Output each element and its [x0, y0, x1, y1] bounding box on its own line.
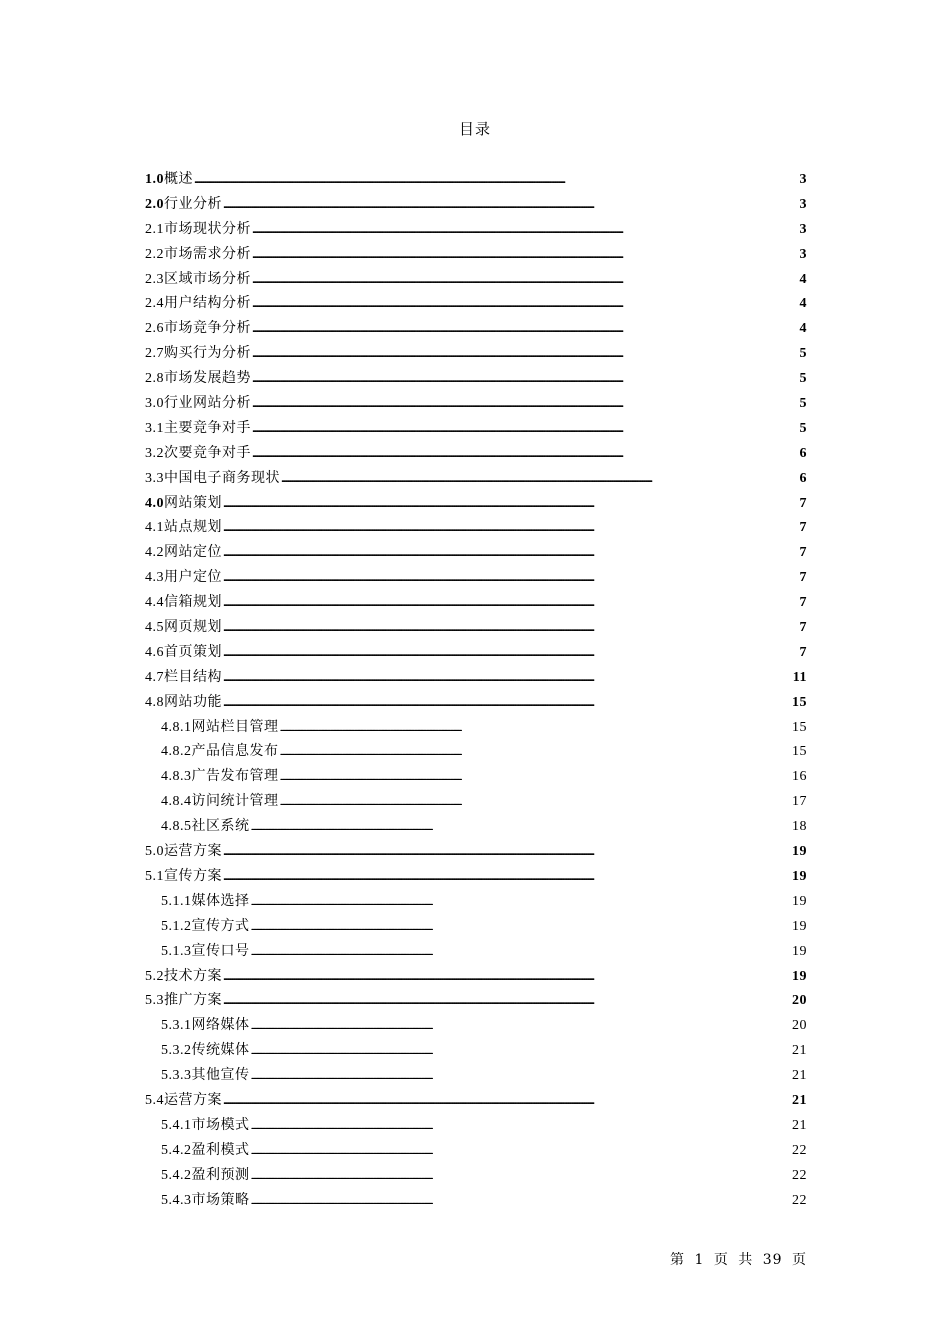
- toc-entry-page-number: 16: [792, 769, 807, 785]
- toc-dot-leader: [251, 891, 792, 916]
- toc-entry-page-number: 7: [799, 644, 807, 660]
- toc-entry[interactable]: [145, 1188, 807, 1213]
- toc-entry-label: 技术方案: [164, 967, 222, 984]
- toc-entry[interactable]: [145, 839, 807, 864]
- toc-dot-leader: [280, 791, 792, 816]
- toc-entry-page-number: 19: [792, 868, 807, 884]
- toc-entry-number: 2.1: [145, 221, 164, 237]
- toc-dot-leader: [251, 916, 792, 941]
- toc-entry-label: 网站定位: [164, 544, 222, 561]
- toc-entry[interactable]: [145, 665, 807, 690]
- toc-dot-leader: [223, 841, 791, 866]
- toc-entry[interactable]: [145, 291, 807, 316]
- toc-entry[interactable]: [145, 690, 807, 715]
- toc-entry[interactable]: [145, 217, 807, 242]
- toc-entry-page-number: 19: [792, 893, 807, 909]
- toc-entry[interactable]: [145, 391, 807, 416]
- toc-entry[interactable]: [145, 565, 807, 590]
- toc-entry-page-number: 5: [799, 420, 807, 436]
- toc-entry[interactable]: [145, 441, 807, 466]
- toc-entry-label: 市场竞争分析: [164, 320, 251, 337]
- toc-entry[interactable]: [145, 267, 807, 292]
- toc-entry-label: 信箱规划: [164, 594, 222, 611]
- toc-entry-number: 5.4.2: [161, 1167, 192, 1183]
- toc-entry-label: 概述: [164, 171, 193, 187]
- toc-dot-leader: [251, 1065, 792, 1090]
- toc-entry-page-number: 22: [792, 1192, 807, 1208]
- toc-entry-page-number: 3: [799, 172, 807, 187]
- toc-entry-label: 用户定位: [164, 569, 222, 586]
- toc-entry-label: 推广方案: [164, 992, 222, 1009]
- toc-entry[interactable]: [145, 1038, 807, 1063]
- toc-entry-page-number: 5: [799, 346, 807, 362]
- toc-entry-label: 市场现状分析: [164, 220, 251, 237]
- toc-entry[interactable]: [145, 789, 807, 814]
- toc-dot-leader: [223, 667, 792, 692]
- toc-entry[interactable]: [145, 640, 807, 665]
- toc-entry-label: 网站功能: [164, 693, 222, 710]
- toc-dot-leader: [223, 592, 796, 617]
- toc-title: 目录: [458, 120, 491, 138]
- toc-entry-page-number: 11: [792, 669, 807, 685]
- toc-entry-page-number: 5: [799, 371, 807, 387]
- toc-entry-label: 市场策略: [191, 1191, 250, 1208]
- toc-entry-page-number: 15: [792, 744, 807, 760]
- toc-entry-number: 4.8.1: [161, 719, 192, 735]
- toc-entry-number: 4.6: [145, 644, 164, 660]
- toc-entry[interactable]: [145, 1088, 807, 1113]
- toc-entry-page-number: 6: [799, 445, 807, 461]
- toc-entry-label: 传统媒体: [191, 1042, 250, 1059]
- toc-dot-leader: [223, 1090, 791, 1115]
- toc-entry-page-number: 18: [792, 819, 807, 835]
- toc-entry-page-number: 3: [799, 196, 807, 212]
- toc-dot-leader: [252, 293, 796, 318]
- toc-entry-number: 5.1.3: [161, 943, 192, 959]
- toc-entry-label: 首页策划: [164, 643, 222, 660]
- toc-entry-page-number: 22: [792, 1167, 807, 1183]
- toc-entry-number: 2.0: [145, 196, 164, 212]
- toc-entry-label: 网站策划: [164, 494, 222, 511]
- toc-entry-label: 栏目结构: [164, 668, 222, 685]
- toc-entry-number: 4.8: [145, 694, 164, 710]
- toc-entry[interactable]: [145, 814, 807, 839]
- toc-dot-leader: [223, 966, 791, 991]
- toc-dot-leader: [251, 1015, 792, 1040]
- toc-entry-page-number: 7: [799, 520, 807, 536]
- toc-entry[interactable]: [145, 715, 807, 740]
- toc-entry-label: 访问统计管理: [191, 793, 279, 810]
- toc-entry-number: 5.3.1: [161, 1018, 192, 1034]
- toc-entry-label: 产品信息发布: [191, 743, 279, 760]
- toc-entry[interactable]: [145, 615, 807, 640]
- toc-dot-leader: [251, 941, 792, 966]
- toc-entry-page-number: 6: [799, 470, 807, 486]
- toc-entry-page-number: 17: [792, 794, 807, 810]
- toc-entry-number: 5.2: [145, 968, 164, 984]
- toc-dot-leader: [223, 617, 796, 642]
- toc-entry-page-number: 3: [799, 246, 807, 262]
- toc-entry[interactable]: [145, 1013, 807, 1038]
- toc-entry-page-number: 4: [799, 321, 807, 337]
- toc-entry-number: 2.6: [145, 321, 164, 337]
- toc-entry-label: 中国电子商务现状: [164, 469, 280, 486]
- toc-entry-label: 市场需求分析: [164, 245, 251, 262]
- toc-entry[interactable]: [145, 1138, 807, 1163]
- toc-entry[interactable]: [145, 366, 807, 391]
- toc-entry-page-number: 15: [792, 719, 807, 735]
- toc-entry-page-number: 19: [792, 968, 807, 984]
- toc-entry-number: 2.8: [145, 371, 164, 387]
- toc-entry-label: 宣传方式: [191, 917, 250, 934]
- toc-entry-label: 其他宣传: [191, 1067, 250, 1084]
- toc-dot-leader: [223, 517, 796, 542]
- toc-entry[interactable]: [145, 167, 807, 192]
- toc-dot-leader: [252, 393, 796, 418]
- toc-dot-leader: [252, 368, 796, 393]
- toc-dot-leader: [223, 567, 796, 592]
- toc-entry[interactable]: [145, 764, 807, 789]
- toc-entry-page-number: 19: [792, 943, 807, 959]
- toc-entry-number: 4.3: [145, 570, 164, 586]
- toc-dot-leader: [251, 1190, 792, 1215]
- page-footer: 第 1 页 共 39 页: [670, 1252, 807, 1268]
- toc-entry-label: 运营方案: [164, 1091, 222, 1108]
- toc-entry-number: 2.2: [145, 246, 164, 262]
- toc-entry-number: 5.4.1: [161, 1117, 192, 1133]
- toc-dot-leader: [223, 866, 791, 891]
- toc-entry[interactable]: [145, 889, 807, 914]
- toc-entry[interactable]: [145, 964, 807, 989]
- toc-entry[interactable]: [145, 515, 807, 540]
- toc-entry-label: 用户结构分析: [164, 295, 251, 312]
- toc-dot-leader: [223, 990, 791, 1015]
- toc-entry-page-number: 7: [799, 570, 807, 586]
- toc-entry-page-number: 4: [799, 296, 807, 312]
- toc-entry-number: 4.8.4: [161, 794, 192, 810]
- toc-dot-leader: [223, 642, 796, 667]
- toc-dot-leader: [251, 1140, 792, 1165]
- toc-entry-label: 购买行为分析: [164, 345, 251, 362]
- toc-entry[interactable]: [145, 491, 807, 516]
- toc-dot-leader: [252, 318, 796, 343]
- toc-entry-label: 站点规划: [164, 519, 222, 536]
- toc-entry[interactable]: [145, 540, 807, 565]
- toc-dot-leader: [252, 343, 796, 368]
- toc-entry-number: 2.4: [145, 296, 164, 312]
- toc-entry-label: 网页规划: [164, 619, 222, 636]
- toc-entry-label: 广告发布管理: [191, 768, 279, 785]
- toc-entry-page-number: 4: [799, 271, 807, 287]
- toc-entry-page-number: 7: [799, 595, 807, 611]
- toc-entry-label: 区域市场分析: [164, 270, 251, 287]
- toc-entry-page-number: 7: [799, 495, 807, 511]
- toc-entry-number: 5.1.2: [161, 918, 192, 934]
- toc-entry-number: 5.1: [145, 868, 164, 884]
- toc-entry-number: 1.0: [145, 172, 164, 187]
- toc-dot-leader: [252, 418, 796, 443]
- toc-entry-label: 网络媒体: [191, 1017, 250, 1034]
- toc-dot-leader: [281, 468, 796, 493]
- toc-entry-number: 3.1: [145, 420, 164, 436]
- toc-dot-leader: [194, 169, 796, 194]
- toc-entry-number: 4.8.2: [161, 744, 192, 760]
- toc-entry-page-number: 21: [792, 1117, 807, 1133]
- toc-entry-number: 4.1: [145, 520, 164, 536]
- toc-entry[interactable]: [145, 939, 807, 964]
- toc-dot-leader: [223, 194, 796, 219]
- toc-entry[interactable]: [145, 416, 807, 441]
- toc-entry-page-number: 21: [792, 1043, 807, 1059]
- toc-entry[interactable]: [145, 864, 807, 889]
- toc-entry-number: 5.4.2: [161, 1142, 192, 1158]
- toc-entry-number: 5.3: [145, 993, 164, 1009]
- toc-entry[interactable]: [145, 341, 807, 366]
- toc-entry-number: 5.1.1: [161, 893, 192, 909]
- toc-entry-label: 社区系统: [191, 818, 250, 835]
- toc-dot-leader: [251, 1165, 792, 1190]
- toc-entry[interactable]: [145, 590, 807, 615]
- toc-entry-number: 4.7: [145, 669, 164, 685]
- toc-entry-label: 主要竞争对手: [164, 419, 251, 436]
- toc-entry-number: 4.0: [145, 495, 164, 511]
- toc-entry[interactable]: [145, 242, 807, 267]
- toc-entry-number: 3.0: [145, 396, 164, 412]
- toc-entry-number: 5.4.3: [161, 1192, 192, 1208]
- toc-entry-page-number: 7: [799, 545, 807, 561]
- toc-dot-leader: [280, 717, 792, 742]
- toc-dot-leader: [252, 269, 796, 294]
- toc-entry-number: 5.4: [145, 1092, 164, 1108]
- toc-entry-number: 2.3: [145, 271, 164, 287]
- toc-entry-label: 宣传方案: [164, 867, 222, 884]
- toc-entry[interactable]: [145, 1063, 807, 1088]
- toc-entry-page-number: 7: [799, 620, 807, 636]
- toc-entry-page-number: 19: [792, 918, 807, 934]
- toc-dot-leader: [251, 1115, 792, 1140]
- toc-entry-page-number: 21: [792, 1068, 807, 1084]
- toc-entry[interactable]: [145, 988, 807, 1013]
- toc-entry[interactable]: [145, 466, 807, 491]
- toc-entry-number: 3.2: [145, 445, 164, 461]
- toc-entry-number: 2.7: [145, 346, 164, 362]
- toc-entry-label: 市场模式: [191, 1116, 250, 1133]
- toc-entry-number: 4.2: [145, 545, 164, 561]
- toc-dot-leader: [280, 741, 792, 766]
- toc-entry-label: 运营方案: [164, 843, 222, 860]
- toc-entry-number: 4.4: [145, 595, 164, 611]
- toc-entry-page-number: 3: [799, 221, 807, 237]
- toc-entry[interactable]: [145, 1113, 807, 1138]
- toc-entry-label: 市场发展趋势: [164, 370, 251, 387]
- toc-entry[interactable]: [145, 1163, 807, 1188]
- toc-entry-page-number: 22: [792, 1142, 807, 1158]
- toc-entry-number: 5.3.3: [161, 1068, 192, 1084]
- toc-entry-number: 4.5: [145, 620, 164, 636]
- toc-entry-label: 盈利预测: [191, 1166, 250, 1183]
- toc-entry[interactable]: [145, 316, 807, 341]
- toc-entry-page-number: 20: [792, 1018, 807, 1034]
- toc-entry-page-number: 19: [792, 844, 807, 860]
- toc-dot-leader: [223, 493, 796, 518]
- toc-entry-number: 4.8.5: [161, 819, 192, 835]
- toc-entry-label: 行业分析: [164, 195, 222, 212]
- toc-dot-leader: [280, 766, 792, 791]
- toc-dot-leader: [223, 542, 796, 567]
- toc-entry[interactable]: [145, 914, 807, 939]
- toc-entry-label: 网站栏目管理: [191, 718, 279, 735]
- toc-entry-number: 5.3.2: [161, 1043, 192, 1059]
- toc-entry-label: 宣传口号: [191, 942, 250, 959]
- toc-entry-number: 3.3: [145, 470, 164, 486]
- toc-dot-leader: [252, 219, 796, 244]
- toc-entry-page-number: 21: [792, 1092, 807, 1108]
- toc-dot-leader: [251, 1040, 792, 1065]
- toc-entry-label: 次要竞争对手: [164, 444, 251, 461]
- toc-dot-leader: [252, 244, 796, 269]
- toc-entry-page-number: 5: [799, 396, 807, 412]
- toc-dot-leader: [223, 692, 791, 717]
- toc-entry[interactable]: [145, 739, 807, 764]
- toc-entry-page-number: 20: [792, 993, 807, 1009]
- table-of-contents: [145, 167, 807, 1212]
- toc-entry-number: 4.8.3: [161, 769, 192, 785]
- toc-entry-label: 行业网站分析: [164, 395, 251, 412]
- toc-dot-leader: [251, 816, 792, 841]
- toc-entry-label: 媒体选择: [191, 892, 250, 909]
- toc-entry-page-number: 15: [792, 694, 807, 710]
- toc-entry-number: 5.0: [145, 844, 164, 860]
- toc-entry-label: 盈利模式: [191, 1141, 250, 1158]
- toc-dot-leader: [252, 443, 796, 468]
- toc-entry[interactable]: [145, 192, 807, 217]
